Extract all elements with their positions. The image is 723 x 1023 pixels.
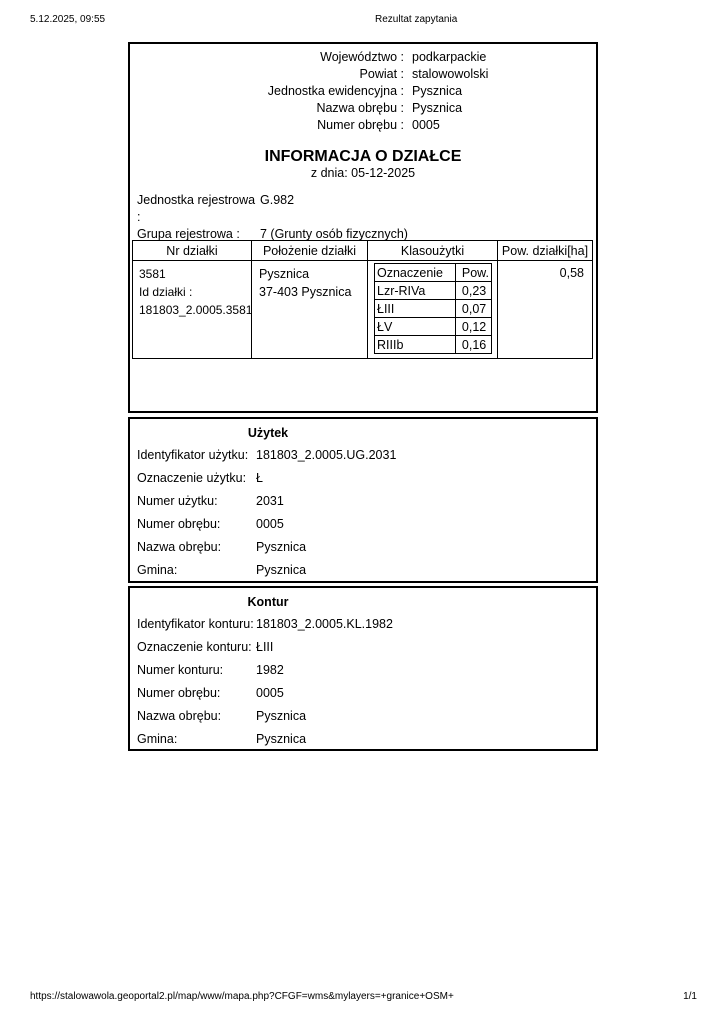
kl-area: 0,16 [455, 336, 491, 354]
info-row-gmina [137, 727, 592, 750]
kv-label: Nazwa obrębu : [316, 101, 404, 115]
kl-area: 0,23 [455, 282, 491, 300]
kl-area: 0,12 [455, 318, 491, 336]
info-row-oznaczenie-konturu [137, 635, 592, 658]
info-label: Numer obrębu: [137, 685, 221, 700]
info-label: Numer konturu: [137, 662, 224, 677]
info-label: Oznaczenie użytku: [137, 470, 247, 485]
info-value: Ł [256, 470, 263, 485]
kl-class: ŁIII [375, 300, 456, 318]
klasouzytki-header-row [375, 264, 492, 282]
parcel-table-data-row [133, 261, 593, 359]
report-title: INFORMACJA O DZIAŁCE [264, 148, 462, 165]
kl-area: 0,07 [455, 300, 491, 318]
location-header-block [130, 49, 596, 134]
kl-class: ŁV [375, 318, 456, 336]
kv-row-nazwa-obrebu [130, 100, 596, 117]
kv-row-jednostka-ewidencyjna [130, 83, 596, 100]
info-label: Nazwa obrębu: [137, 539, 222, 554]
cell-pow-dzialki: 0,58 [498, 261, 593, 359]
uzytek-title: Użytek [247, 426, 289, 440]
uzytek-box [128, 417, 598, 583]
col-header-pow-dzialki: Pow. działki[ha] [498, 241, 593, 261]
info-row-numer-obrebu [137, 512, 592, 535]
kv-label: Powiat : [359, 67, 404, 81]
cell-polozenie [252, 261, 368, 359]
info-row-nazwa-obrebu [137, 704, 592, 727]
kv-label: Numer obrębu : [317, 118, 404, 132]
print-header-datetime: 5.12.2025, 09:55 [30, 14, 106, 25]
parcel-place: Pysznica [259, 267, 310, 281]
kl-col-pow: Pow. [455, 264, 491, 282]
kontur-rows [137, 612, 592, 750]
kv-label: Grupa rejestrowa : [137, 227, 240, 241]
kv-row-jednostka-rejestrowa [137, 192, 408, 226]
info-row-gmina [137, 558, 592, 581]
info-value: 0005 [256, 685, 284, 700]
info-label: Identyfikator użytku: [137, 447, 249, 462]
kv-row-numer-obrebu [130, 117, 596, 134]
parcel-table-header-row [133, 241, 593, 261]
kv-row-wojewodztwo [130, 49, 596, 66]
info-row-identyfikator-konturu [137, 612, 592, 635]
klasouzytki-row [375, 318, 492, 336]
info-value: 0005 [256, 516, 284, 531]
parcel-table [132, 240, 593, 359]
kontur-title: Kontur [247, 595, 289, 609]
info-label: Gmina: [137, 731, 178, 746]
info-row-numer-obrebu [137, 681, 592, 704]
info-row-numer-konturu [137, 658, 592, 681]
col-header-klasouzytki: Klasoużytki [368, 241, 498, 261]
print-footer-url: https://stalowawola.geoportal2.pl/map/www/mapa.php?CFGF=wms&mylayers=+granice+OSM+ [30, 991, 454, 1002]
info-value: 1982 [256, 662, 284, 677]
info-value: Pysznica [256, 708, 307, 723]
kontur-box [128, 586, 598, 751]
klasouzytki-row [375, 336, 492, 354]
kv-value: Pysznica [412, 101, 463, 115]
parcel-number: 3581 [139, 267, 166, 281]
info-label: Numer obrębu: [137, 516, 221, 531]
report-date: z dnia: 05-12-2025 [310, 166, 416, 180]
kv-value: Pysznica [412, 84, 463, 98]
info-row-identyfikator-uzytku [137, 443, 592, 466]
kv-label: Jednostka rejestrowa : [137, 193, 256, 224]
info-label: Numer użytku: [137, 493, 218, 508]
uzytek-rows [137, 443, 592, 581]
info-value: 181803_2.0005.KL.1982 [256, 616, 393, 631]
kl-col-oznaczenie: Oznaczenie [375, 264, 456, 282]
parcel-id-value: 181803_2.0005.3581 [139, 303, 253, 317]
kv-value: podkarpackie [412, 50, 487, 64]
kv-label: Jednostka ewidencyjna : [267, 84, 404, 98]
info-value: Pysznica [256, 539, 307, 554]
kv-value: G.982 [260, 193, 295, 207]
col-header-nr-dzialki: Nr działki [133, 241, 252, 261]
kv-value: stalowowolski [412, 67, 489, 81]
kv-value: 7 (Grunty osób fizycznych) [260, 227, 408, 241]
parcel-info-box [128, 42, 598, 413]
klasouzytki-row [375, 282, 492, 300]
kl-class: Lzr-RIVa [375, 282, 456, 300]
register-block [137, 192, 408, 243]
kv-value: 0005 [412, 118, 440, 132]
info-row-oznaczenie-uzytku [137, 466, 592, 489]
print-header-title: Rezultat zapytania [375, 14, 458, 25]
cell-klasouzytki [368, 261, 498, 359]
klasouzytki-table [374, 263, 492, 354]
info-label: Gmina: [137, 562, 178, 577]
col-header-polozenie: Położenie działki [252, 241, 368, 261]
kv-label: Województwo : [320, 50, 404, 64]
klasouzytki-row [375, 300, 492, 318]
info-value: Pysznica [256, 731, 307, 746]
print-footer-page-number: 1/1 [683, 991, 697, 1002]
info-row-nazwa-obrebu [137, 535, 592, 558]
info-label: Nazwa obrębu: [137, 708, 222, 723]
info-value: Pysznica [256, 562, 307, 577]
info-value: 2031 [256, 493, 284, 508]
info-label: Identyfikator konturu: [137, 616, 254, 631]
info-label: Oznaczenie konturu: [137, 639, 252, 654]
kv-row-powiat [130, 66, 596, 83]
info-value: ŁIII [256, 639, 274, 654]
parcel-id-label: Id działki : [139, 285, 193, 299]
kl-class: RIIIb [375, 336, 456, 354]
parcel-address: 37-403 Pysznica [259, 285, 352, 299]
info-row-numer-uzytku [137, 489, 592, 512]
info-value: 181803_2.0005.UG.2031 [256, 447, 397, 462]
cell-nr-dzialki [133, 261, 252, 359]
